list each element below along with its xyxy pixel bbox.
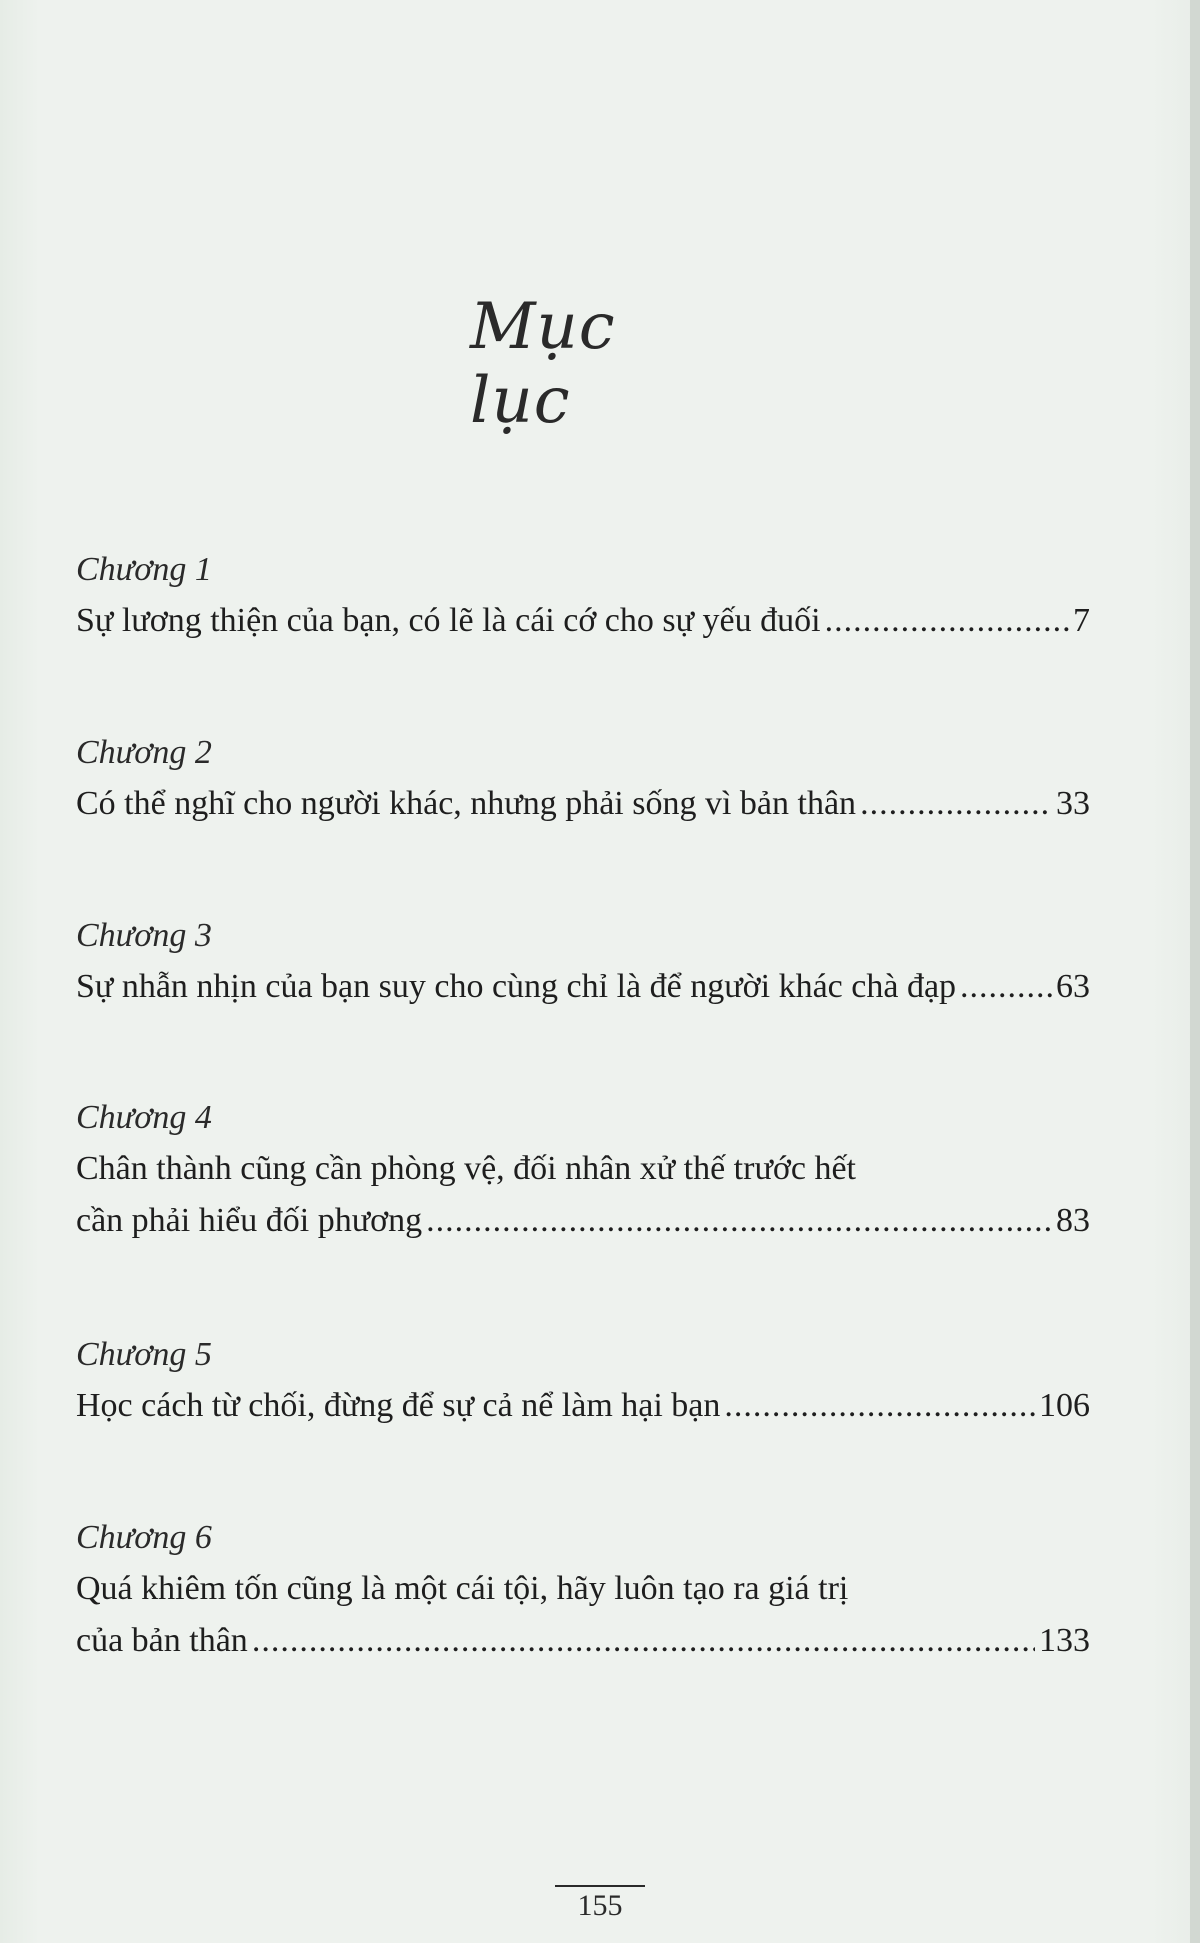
chapter-page-number: 63 [1056,968,1090,1005]
dot-leader [825,595,1069,647]
chapter-page-number: 33 [1056,785,1090,822]
toc-line [76,778,1090,830]
chapter-title: cần phải hiểu đối phương [76,1202,423,1239]
toc-entry-3 [76,911,1090,1013]
chapter-title: Học cách từ chối, đừng để sự cả nể làm hại bạn [76,1387,721,1424]
toc-line [76,1195,1090,1247]
toc-entry-4 [76,1093,1090,1247]
toc-line [76,595,1090,647]
toc-entry-1 [76,545,1090,647]
toc-line [76,1615,1090,1667]
toc-title: Mục lục [470,290,616,438]
chapter-title: Có thể nghĩ cho người khác, nhưng phải sống vì bản thân [76,785,857,822]
toc-entry-6 [76,1513,1090,1667]
chapter-title: Sự lương thiện của bạn, có lẽ là cái cớ cho sự yếu đuối [76,602,821,639]
toc-line [76,1380,1090,1432]
dot-leader [860,778,1052,830]
toc-entry-5 [76,1330,1090,1432]
dot-leader [724,1380,1035,1432]
dot-leader [252,1615,1035,1667]
chapter-title: Sự nhẫn nhịn của bạn suy cho cùng chỉ là để người khác chà đạp [76,968,957,1005]
chapter-page-number: 83 [1056,1202,1090,1239]
chapter-label: Chương 4 [76,1099,212,1136]
chapter-label: Chương 6 [76,1519,212,1556]
chapter-title-line: Chân thành cũng cần phòng vệ, đối nhân xử thế trước hết [76,1150,856,1187]
page-number: 155 [555,1885,645,1921]
chapter-label: Chương 5 [76,1336,212,1373]
chapter-title: của bản thân [76,1622,248,1659]
chapter-title-line: Quá khiêm tốn cũng là một cái tội, hãy luôn tạo ra giá trị [76,1570,849,1607]
dot-leader [960,961,1052,1013]
chapter-page-number: 7 [1073,602,1090,639]
chapter-page-number: 106 [1039,1387,1090,1424]
chapter-label: Chương 3 [76,917,212,954]
chapter-label: Chương 1 [76,551,212,588]
toc-line [76,961,1090,1013]
chapter-page-number: 133 [1039,1622,1090,1659]
dot-leader [426,1195,1052,1247]
chapter-label: Chương 2 [76,734,212,771]
page-edge [1190,0,1200,1943]
toc-entry-2 [76,728,1090,830]
